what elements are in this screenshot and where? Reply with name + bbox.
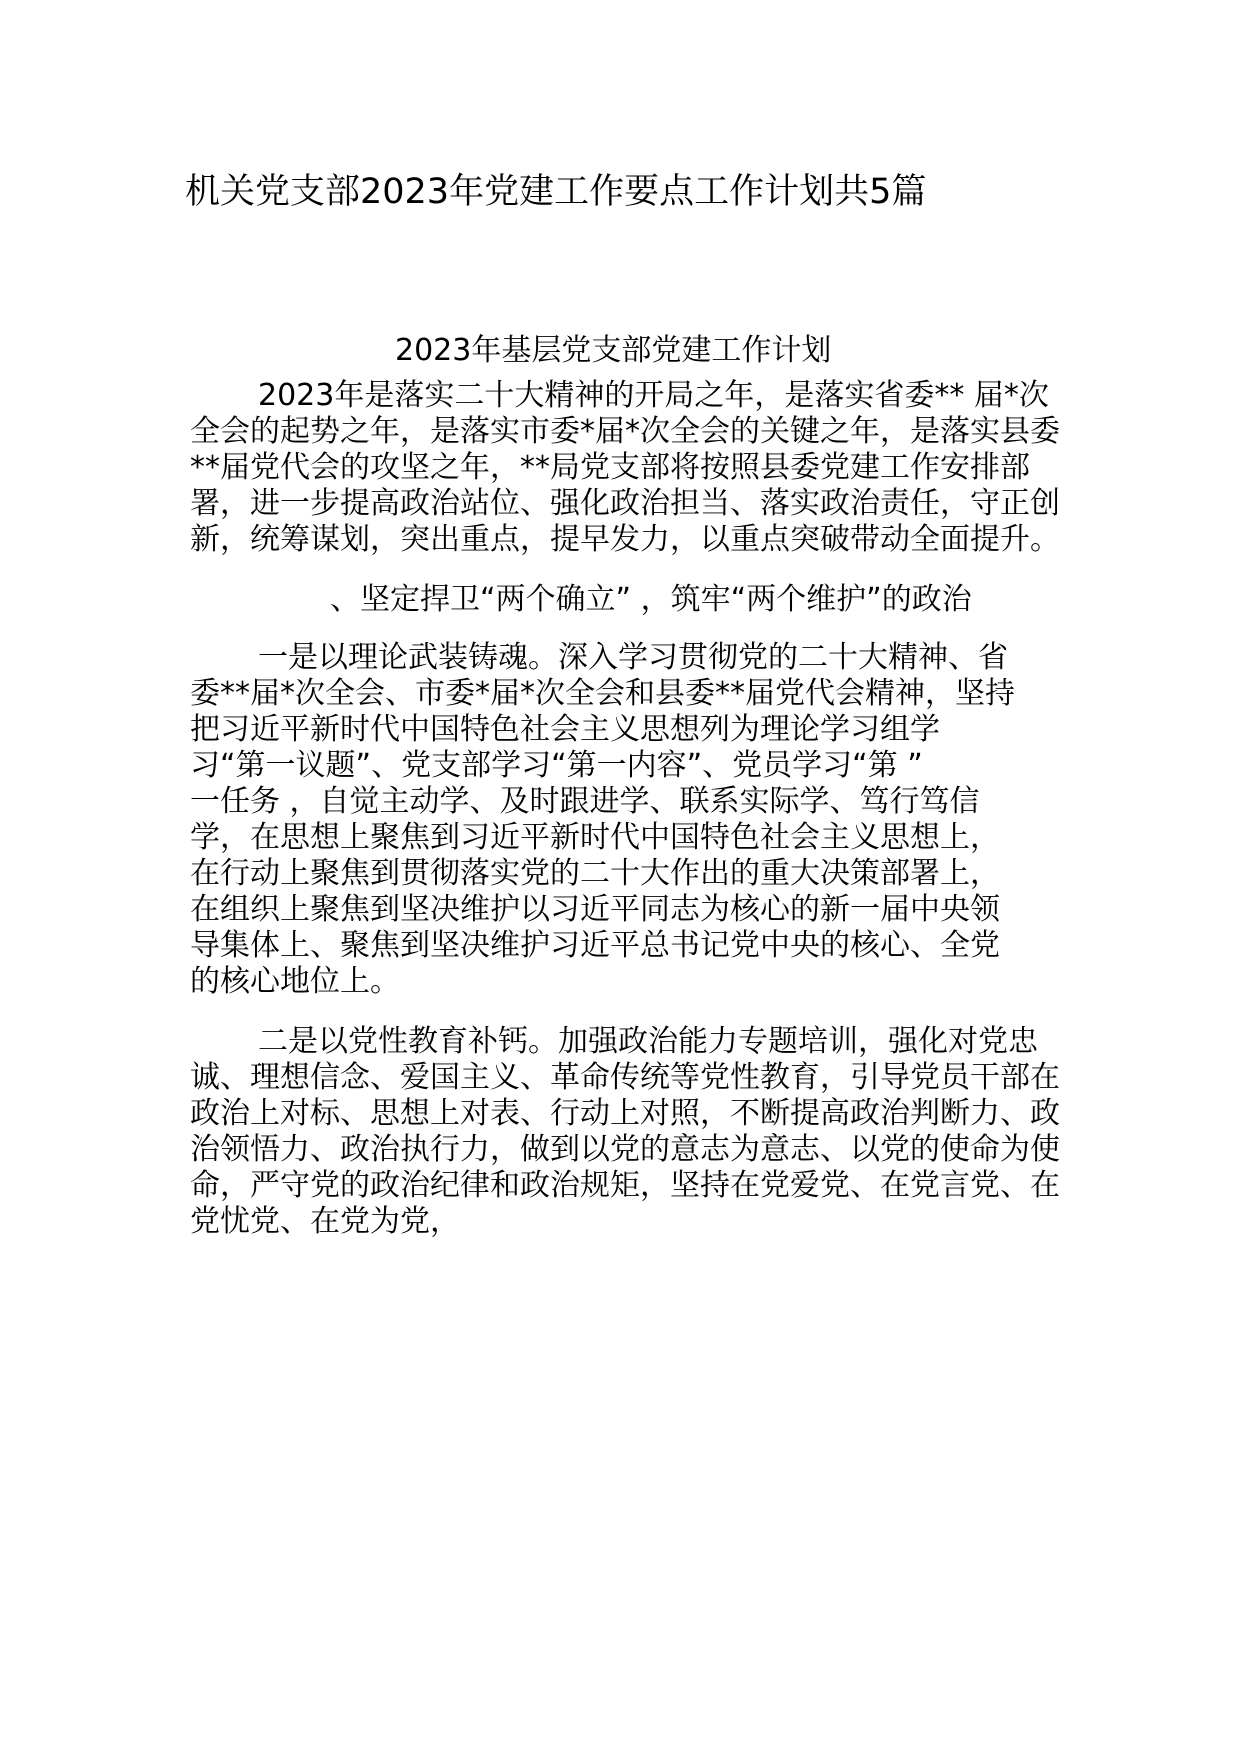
paragraph-line: 二是以党性教育补钙。加强政治能力专题培训，强化对党忠 xyxy=(258,1024,1038,1059)
paragraph-line: 导集体上、聚焦到坚决维护习近平总书记党中央的核心、全党 xyxy=(190,928,1000,963)
paragraph-line: 政治上对标、思想上对表、行动上对照，不断提高政治判断力、政 xyxy=(190,1096,1060,1131)
paragraph-line: 诚、理想信念、爱国主义、革命传统等党性教育，引导党员干部在 xyxy=(190,1060,1060,1095)
paragraph-line: 在组织上聚焦到坚决维护以习近平同志为核心的新一届中央领 xyxy=(190,892,1000,927)
intro-line: **届党代会的攻坚之年，**局党支部将按照县委党建工作安排部 xyxy=(190,450,1030,485)
paragraph-line: 委**届*次全会、市委*届*次全会和县委**届党代会精神，坚持 xyxy=(190,676,1015,711)
paragraph-line: 习“第一议题”、党支部学习“第一内容”、党员学习“第 ” xyxy=(190,748,923,783)
intro-line: 新，统筹谋划，突出重点，提早发力，以重点突破带动全面提升。 xyxy=(190,522,1060,557)
intro-line: 全会的起势之年，是落实市委*届*次全会的关键之年，是落实县委 xyxy=(190,414,1060,449)
paragraph-line: 的核心地位上。 xyxy=(190,964,400,999)
paragraph-line: 把习近平新时代中国特色社会主义思想列为理论学习组学 xyxy=(190,712,940,747)
intro-line: 2023年是落实二十大精神的开局之年，是落实省委** 届*次 xyxy=(258,378,1049,413)
paragraph-line: 命，严守党的政治纪律和政治规矩，坚持在党爱党、在党言党、在 xyxy=(190,1168,1060,1203)
paragraph-line: 一是以理论武装铸魂。深入学习贯彻党的二十大精神、省 xyxy=(258,640,1008,675)
plan-subtitle: 2023年基层党支部党建工作计划 xyxy=(395,333,832,368)
intro-line: 署，进一步提高政治站位、强化政治担当、落实政治责任，守正创 xyxy=(190,486,1060,521)
section-heading: 、坚定捍卫“两个确立” ，筑牢“两个维护”的政治 xyxy=(330,582,972,617)
paragraph-line: 学，在思想上聚焦到习近平新时代中国特色社会主义思想上， xyxy=(190,820,1000,855)
paragraph-line: 治领悟力、政治执行力，做到以党的意志为意志、以党的使命为使 xyxy=(190,1132,1060,1167)
paragraph-line: 党忧党、在党为党， xyxy=(190,1204,460,1239)
paragraph-line: 在行动上聚焦到贯彻落实党的二十大作出的重大决策部署上， xyxy=(190,856,1000,891)
paragraph-line: 一任务 ，自觉主动学、及时跟进学、联系实际学、笃行笃信 xyxy=(190,784,980,819)
document-title: 机关党支部2023年党建工作要点工作计划共5篇 xyxy=(185,172,927,212)
